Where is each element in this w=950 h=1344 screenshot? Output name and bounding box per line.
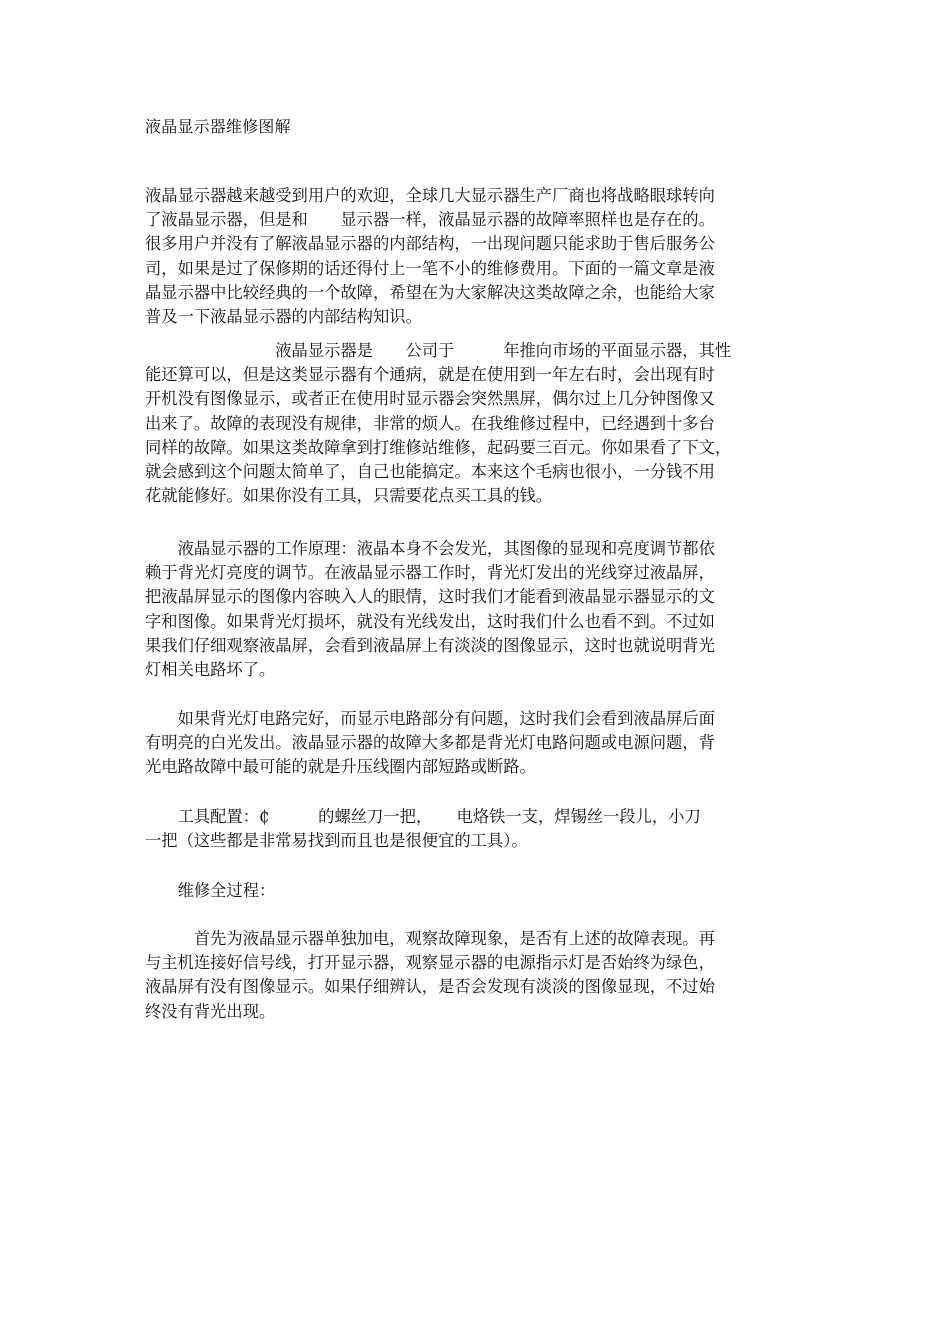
text-line: 开机没有图像显示，或者正在使用时显示器会突然黑屏，偶尔过上几分钟图像又	[145, 389, 715, 409]
text-line: 如果背光灯电路完好，而显示电路部分有问题，这时我们会看到液晶屏后面	[145, 709, 715, 728]
text-line: 字和图像。如果背光灯损坏，就没有光线发出，这时我们什么也看不到。不过如	[145, 611, 715, 631]
text-line: 晶显示器中比较经典的一个故障，希望在为大家解决这类故障之余，也能给大家	[145, 282, 715, 302]
text-line: 出来了。故障的表现没有规律，非常的烦人。在我维修过程中，已经遇到十多台	[145, 413, 715, 433]
text-line: 就会感到这个问题太简单了，自己也能搞定。本来这个毛病也很小，一分钱不用	[145, 462, 715, 482]
text-line: 有明亮的白光发出。液晶显示器的故障大多都是背光灯电路问题或电源问题，背	[145, 733, 715, 753]
text-line: 果我们仔细观察液晶屏，会看到液晶屏上有淡淡的图像显示，这时也就说明背光	[145, 635, 715, 655]
text-line: 司，如果是过了保修期的话还得付上一笔不小的维修费用。下面的一篇文章是液	[145, 258, 715, 278]
paragraph-fault-description	[145, 339, 809, 508]
text-line: 液晶显示器是 公司于 年推向市场的平面显示器，其性	[145, 341, 732, 360]
paragraph-tools	[145, 805, 809, 853]
text-line: 花就能修好。如果你没有工具，只需要花点买工具的钱。	[145, 486, 553, 506]
paragraph-working-principle	[145, 537, 809, 682]
text-line: 光电路故障中最可能的就是升压线圈内部短路或断路。	[145, 757, 536, 777]
text-line: 了液晶显示器，但是和 显示器一样，液晶显示器的故障率照样也是存在的。	[145, 210, 715, 230]
text-line: 首先为液晶显示器单独加电，观察故障现象，是否有上述的故障表现。再	[145, 929, 715, 948]
paragraph-intro	[145, 184, 809, 329]
text-line: 液晶屏有没有图像显示。如果仔细辨认，是否会发现有淡淡的图像显现，不过始	[145, 977, 715, 997]
text-line: 赖于背光灯亮度的调节。在液晶显示器工作时，背光灯发出的光线穿过液晶屏，	[145, 563, 715, 583]
text-line: 与主机连接好信号线，打开显示器，观察显示器的电源指示灯是否始终为绿色，	[145, 953, 715, 973]
text-line: 液晶显示器越来越受到用户的欢迎，全球几大显示器生产厂商也将战略眼球转向	[145, 186, 715, 205]
text-line: 普及一下液晶显示器的内部结构知识。	[145, 307, 422, 327]
text-line: 维修全过程：	[145, 881, 276, 900]
paragraph-backlight-circuit	[145, 707, 809, 780]
text-line: 灯相关电路坏了。	[145, 660, 276, 680]
text-line: 液晶显示器的工作原理：液晶本身不会发光，其图像的显现和亮度调节都依	[145, 539, 715, 558]
paragraph-repair-steps	[145, 927, 809, 1024]
text-line: 同样的故障。如果这类故障拿到打维修站维修，起码要三百元。你如果看了下文，	[145, 437, 732, 457]
text-line: 终没有背光出现。	[145, 1001, 276, 1021]
paragraph-repair-heading	[145, 879, 809, 903]
text-line: 把液晶屏显示的图像内容映入人的眼情，这时我们才能看到液晶显示器显示的文	[145, 587, 715, 607]
text-line: 一把（这些都是非常易找到而且也是很便宜的工具）。	[145, 831, 528, 851]
text-line: 很多用户并没有了解液晶显示器的内部结构，一出现问题只能求助于售后服务公	[145, 234, 715, 254]
text-line: 能还算可以，但是这类显示器有个通病，就是在使用到一年左右时，会出现有时	[145, 365, 715, 385]
text-line: 工具配置：₵ 的螺丝刀一把， 电烙铁一支，焊锡丝一段儿，小刀	[145, 807, 701, 826]
document-title: 液晶显示器维修图解	[145, 117, 291, 136]
